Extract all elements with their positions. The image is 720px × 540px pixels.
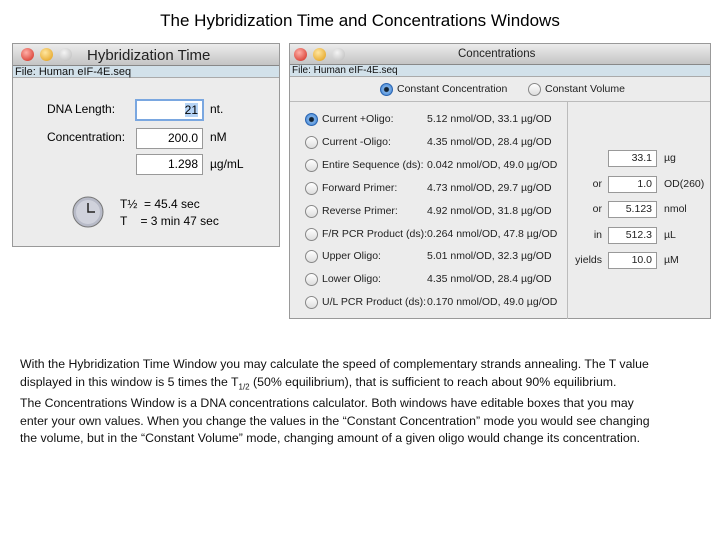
oligo-extinction: 5.01 nmol/OD, 32.3 µg/OD <box>427 250 552 263</box>
oligo-radio[interactable] <box>305 296 318 309</box>
oligo-radio[interactable] <box>305 250 318 263</box>
field-unit: µM <box>664 254 679 266</box>
file-label: File: Human eIF-4E.seq <box>290 65 710 77</box>
field-unit: µL <box>664 228 676 241</box>
oligo-extinction: 4.73 nmol/OD, 29.7 µg/OD <box>427 181 552 194</box>
description-line: the volume, but in the “Constant Volume” mode, changing amount of a given oligo would change its concentration. <box>20 431 641 446</box>
constant-volume-radio[interactable] <box>528 83 541 96</box>
oligo-extinction: 0.170 nmol/OD, 49.0 µg/OD <box>427 296 558 309</box>
title-bar[interactable] <box>13 44 279 66</box>
close-button[interactable] <box>294 48 307 61</box>
concentration-label: Concentration: <box>47 130 126 144</box>
title-bar[interactable] <box>290 44 710 65</box>
description-line: enter your own values. When you change the values in the “Constant Concentration” mode you would see changing <box>20 413 650 428</box>
field-prefix: or <box>592 177 602 190</box>
minimize-button[interactable] <box>40 48 53 61</box>
page-heading: The Hybridization Time and Concentrations Windows <box>160 11 560 30</box>
oligo-radio[interactable] <box>305 113 318 126</box>
constant-volume-label: Constant Volume <box>545 83 625 95</box>
oligo-extinction: 4.35 nmol/OD, 28.4 µg/OD <box>427 273 552 286</box>
clock-icon <box>72 196 104 228</box>
oligo-name: Reverse Primer: <box>322 204 398 217</box>
oligo-extinction: 4.35 nmol/OD, 28.4 µg/OD <box>427 135 552 148</box>
oligo-name: Upper Oligo: <box>322 250 381 263</box>
oligo-extinction: 0.264 nmol/OD, 47.8 µg/OD <box>427 227 558 240</box>
oligo-name: Entire Sequence (ds): <box>322 158 424 171</box>
field-prefix: in <box>593 228 602 241</box>
dna-length-input[interactable]: 21 <box>135 99 204 121</box>
oligo-radio[interactable] <box>305 159 318 172</box>
amount-input[interactable]: 512.3 <box>608 227 657 244</box>
hybridization-window <box>12 43 280 247</box>
oligo-radio[interactable] <box>305 273 318 286</box>
dna-length-unit: nt. <box>210 102 224 116</box>
oligo-name: Current -Oligo: <box>322 135 391 148</box>
file-label: File: Human eIF-4E.seq <box>13 66 279 78</box>
oligo-extinction: 5.12 nmol/OD, 33.1 µg/OD <box>427 113 552 125</box>
t-half-readout: T½ = 45.4 sec <box>120 197 200 211</box>
concentrations-window <box>289 43 711 319</box>
oligo-name: Lower Oligo: <box>322 273 381 286</box>
field-prefix: or <box>592 203 602 215</box>
oligo-radio[interactable] <box>305 228 318 241</box>
constant-concentration-radio[interactable] <box>380 83 393 96</box>
dna-length-label: DNA Length: <box>47 102 116 116</box>
oligo-extinction: 4.92 nmol/OD, 31.8 µg/OD <box>427 204 552 217</box>
field-prefix: yields <box>575 254 602 266</box>
window-title: Concentrations <box>458 48 536 60</box>
description-line: displayed in this window is 5 times the $T_{1/2}$ (50% equilibrium), that is sufficient to reach about 90% equilibrium. <box>20 374 617 391</box>
description-line: With the Hybridization Time Window you may calculate the speed of complementary strands annealing. The T value <box>20 357 649 371</box>
amount-input[interactable]: 10.0 <box>608 252 657 269</box>
oligo-extinction: 0.042 nmol/OD, 49.0 µg/OD <box>427 158 558 171</box>
description-line: The Concentrations Window is a DNA concentrations calculator. Both windows have editable boxes that you may <box>20 396 634 411</box>
oligo-radio[interactable] <box>305 182 318 195</box>
zoom-button[interactable] <box>59 48 72 61</box>
amount-input[interactable]: 1.0 <box>608 176 657 193</box>
amount-input[interactable]: 33.1 <box>608 150 657 167</box>
minimize-button[interactable] <box>313 48 326 61</box>
t-readout: T = 3 min 47 sec <box>120 214 219 228</box>
description <box>20 356 650 448</box>
window-title: Hybridization Time <box>87 47 211 64</box>
oligo-name: F/R PCR Product (ds): <box>322 227 428 240</box>
field-unit: nmol <box>664 203 687 215</box>
oligo-radio[interactable] <box>305 205 318 218</box>
field-unit: OD(260) <box>664 177 705 190</box>
divider <box>290 101 710 102</box>
concentration-input[interactable]: 200.0 <box>136 128 203 149</box>
oligo-name: Current +Oligo: <box>322 113 394 125</box>
mass-concentration-unit: µg/mL <box>210 157 244 171</box>
close-button[interactable] <box>21 48 34 61</box>
constant-concentration-label: Constant Concentration <box>397 83 508 95</box>
oligo-radio[interactable] <box>305 136 318 149</box>
oligo-name: Forward Primer: <box>322 181 398 194</box>
field-unit: µg <box>664 152 676 164</box>
concentration-unit: nM <box>210 130 227 144</box>
amount-input[interactable]: 5.123 <box>608 201 657 218</box>
mass-concentration-input[interactable]: 1.298 <box>136 154 203 175</box>
zoom-button[interactable] <box>332 48 345 61</box>
oligo-name: U/L PCR Product (ds): <box>322 296 427 309</box>
